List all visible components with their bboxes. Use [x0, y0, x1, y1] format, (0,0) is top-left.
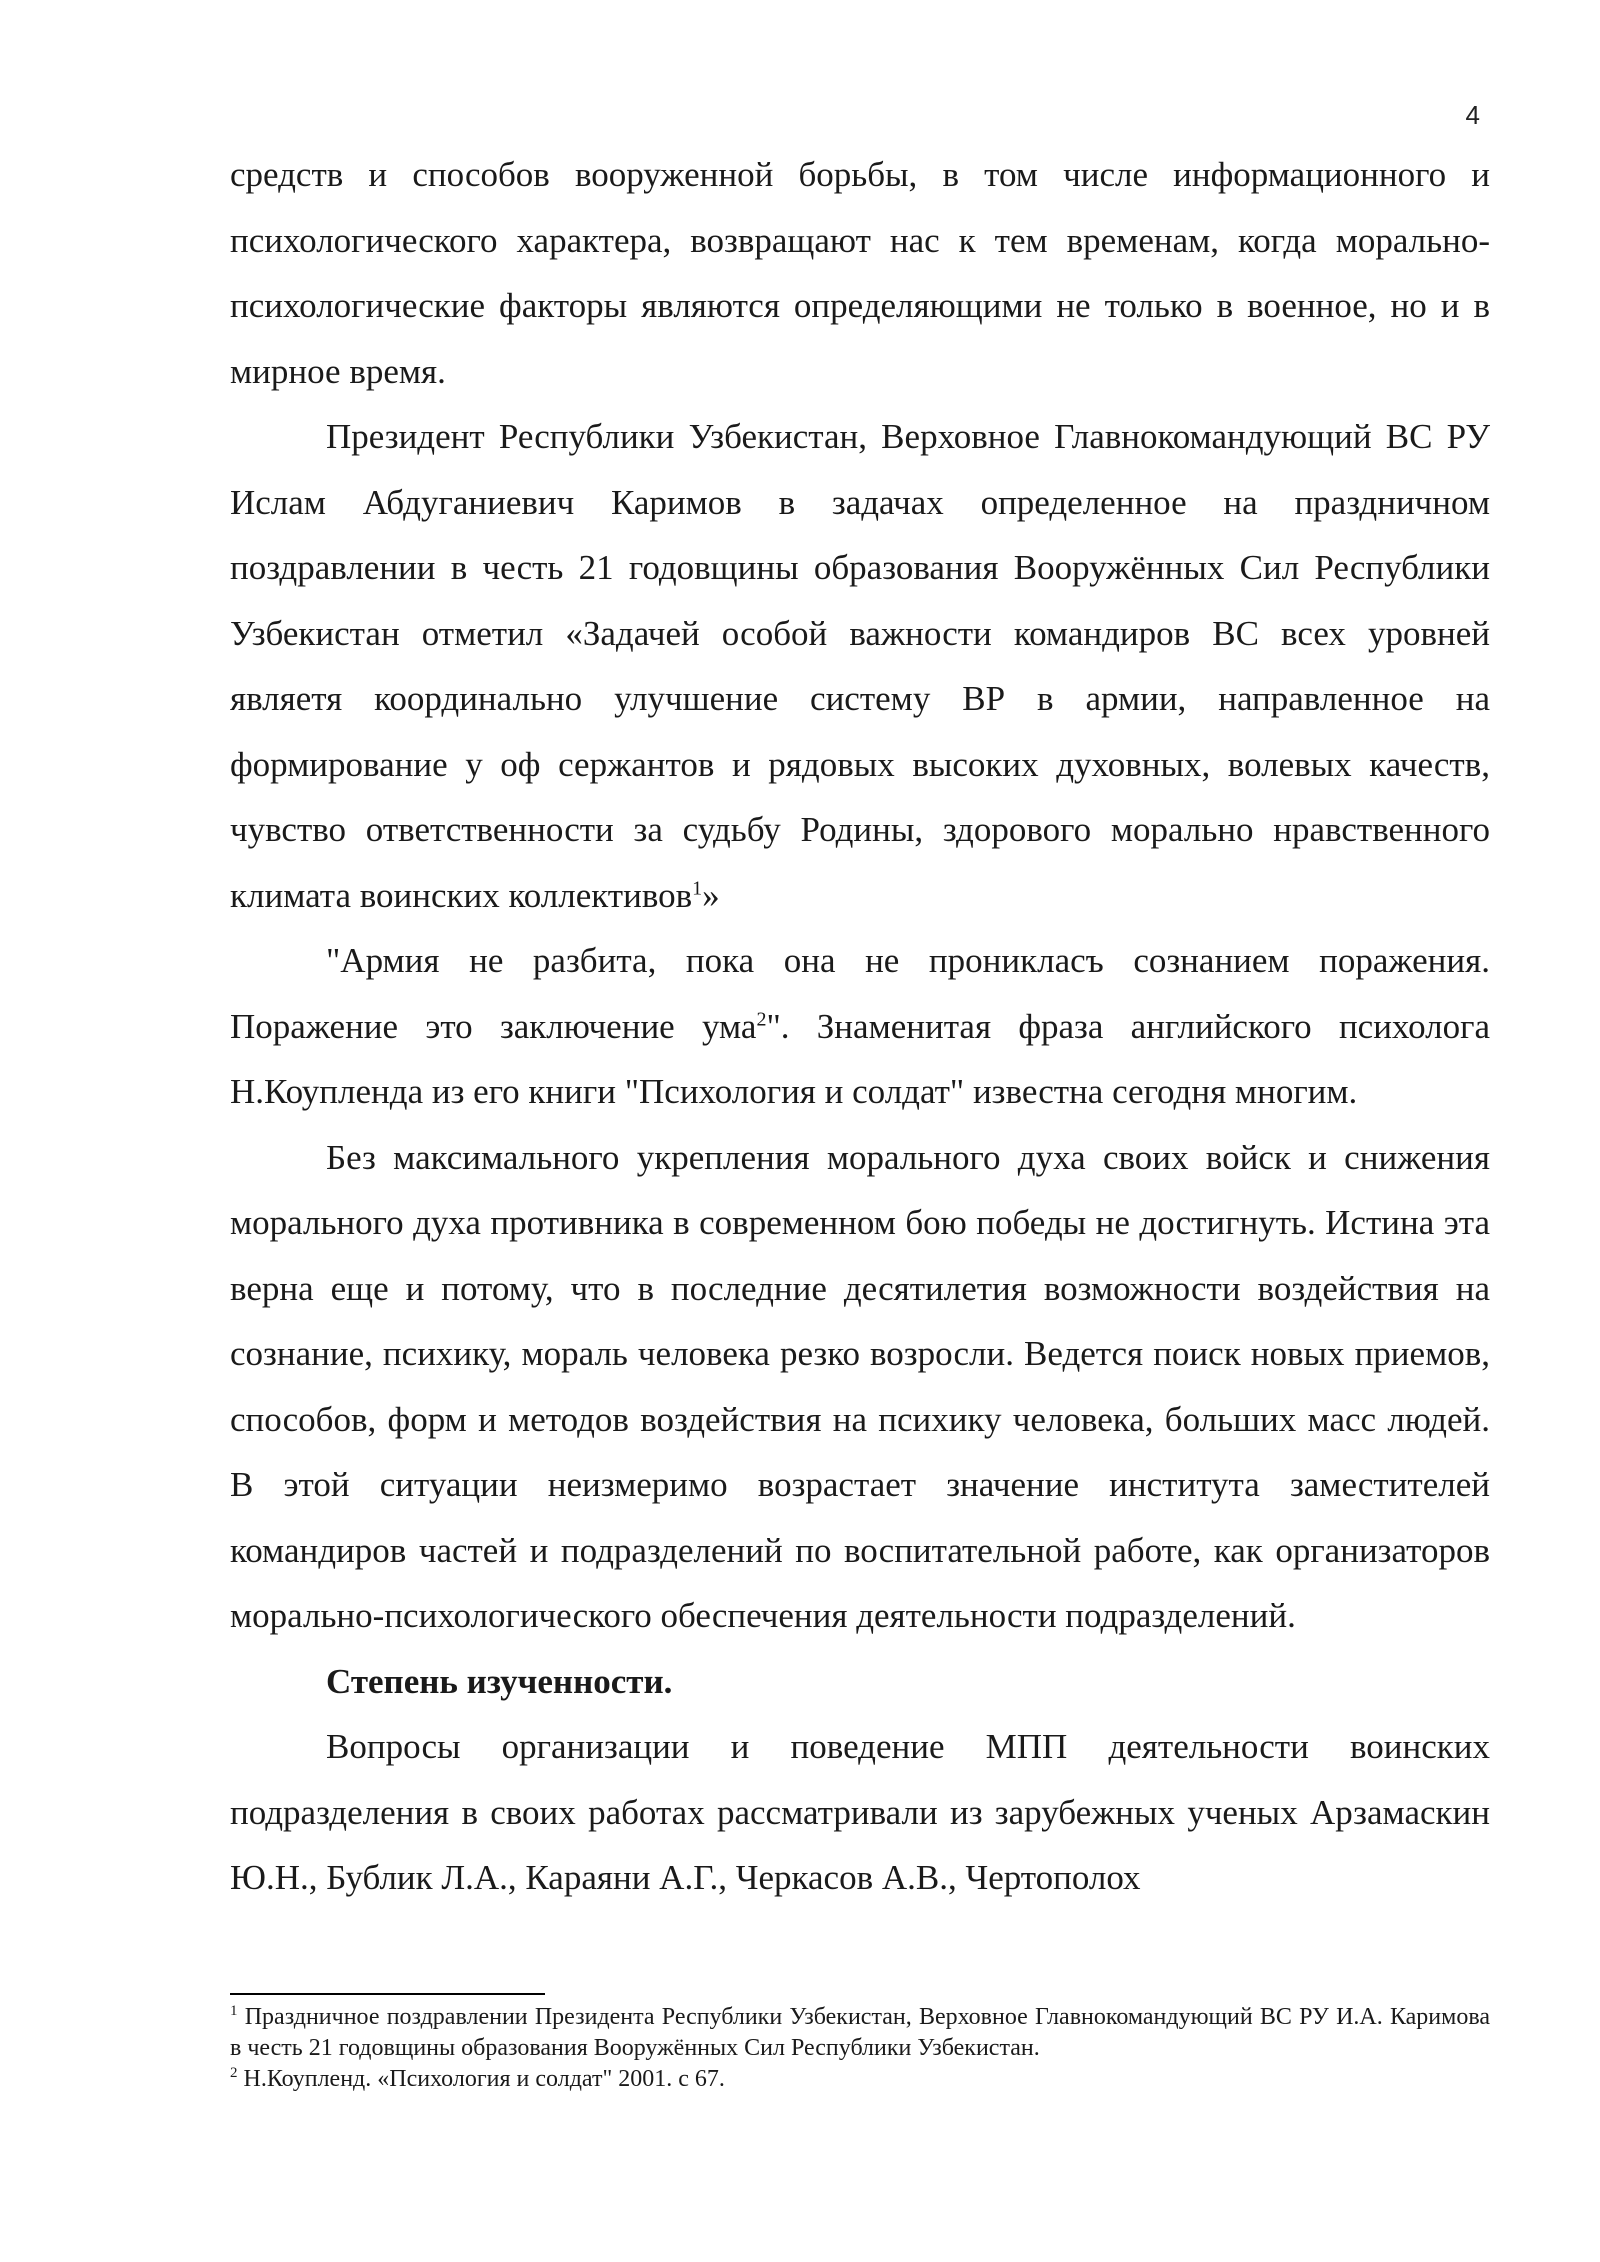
paragraph-text: "Армия не разбита, пока она не проникласъ сознанием поражения. Поражение это заключение ума	[230, 941, 1490, 1046]
footnote-number: 2	[230, 2065, 238, 2081]
paragraph-morale: Без максимального укрепления морального духа своих войск и снижения морального духа противника в современном бою победы не достигнуть. Истина эта верна еще и потому, что в последние десятилетия возможности воздействия на сознание, психику, мораль человека резко возросли. Ведется поиск новых приемов, способов, форм и методов воздействия на психику человека, больших масс людей. В этой ситуации неизмеримо возрастает значение института заместителей командиров частей и подразделений по воспитательной работе, как организаторов морально-психологического обеспечения деятельности подразделений.	[230, 1137, 1490, 1635]
footnote-text: Праздничное поздравлении Президента Республики Узбекистан, Верховное Главнокомандующий ВС РУ И.А. Каримова в честь 21 годовщины образования Вооружённых Сил Республики Узбекистан.	[230, 2004, 1490, 2061]
paragraph-president-quote	[230, 404, 1490, 928]
paragraph-tail: ". Знаменитая фраза английского психолога Н.Коупленда из его книги "Психология и солдат" известна сегодня многим.	[230, 1006, 1490, 1111]
paragraph-research: Вопросы организации и поведение МПП деятельности воинских подразделения в своих работах рассматривали из зарубежных ученых Арзамаскин Ю.Н., Бублик Л.А., Караяни А.Г., Черкасов А.В., Чертополох	[230, 1727, 1490, 1897]
page-number: 4	[1465, 100, 1480, 130]
paragraph-text: Президент Республики Узбекистан, Верховное Главнокомандующий ВС РУ Ислам Абдуганиевич Каримов в задачах определенное на праздничном поздравлении в честь 21 годовщины образования Вооружённых Сил Республики Узбекистан отметил «Задачей особой важности командиров ВС всех уровней являетя координально улучшение систему ВР в армии, направленное на формирование у оф сержантов и рядовых высоких духовных, волевых качеств, чувство ответственности за судьбу Родины, здорового морально нравственного климата воинских коллективов	[230, 417, 1490, 915]
paragraph-continuation: средств и способов вооруженной борьбы, в том числе информационного и психологического характера, возвращают нас к тем временам, когда морально-психологические факторы являются определяющими не только в военное, но и в мирное время.	[230, 155, 1490, 391]
footnote-ref-1[interactable]: 1	[692, 876, 703, 899]
paragraph-army-quote	[230, 928, 1490, 1125]
footnote-number: 1	[230, 2003, 238, 2019]
footnote-2	[230, 2064, 1490, 2095]
footnote-1	[230, 2002, 1490, 2064]
main-text	[230, 142, 1490, 1911]
footnote-separator	[230, 1993, 545, 1995]
footnote-text: Н.Коупленд. «Психология и солдат" 2001. с 67.	[237, 2066, 725, 2092]
footnotes	[230, 2002, 1490, 2095]
footnote-ref-2[interactable]: 2	[756, 1007, 767, 1030]
paragraph-tail: »	[702, 875, 720, 915]
section-heading: Степень изученности.	[326, 1661, 673, 1701]
